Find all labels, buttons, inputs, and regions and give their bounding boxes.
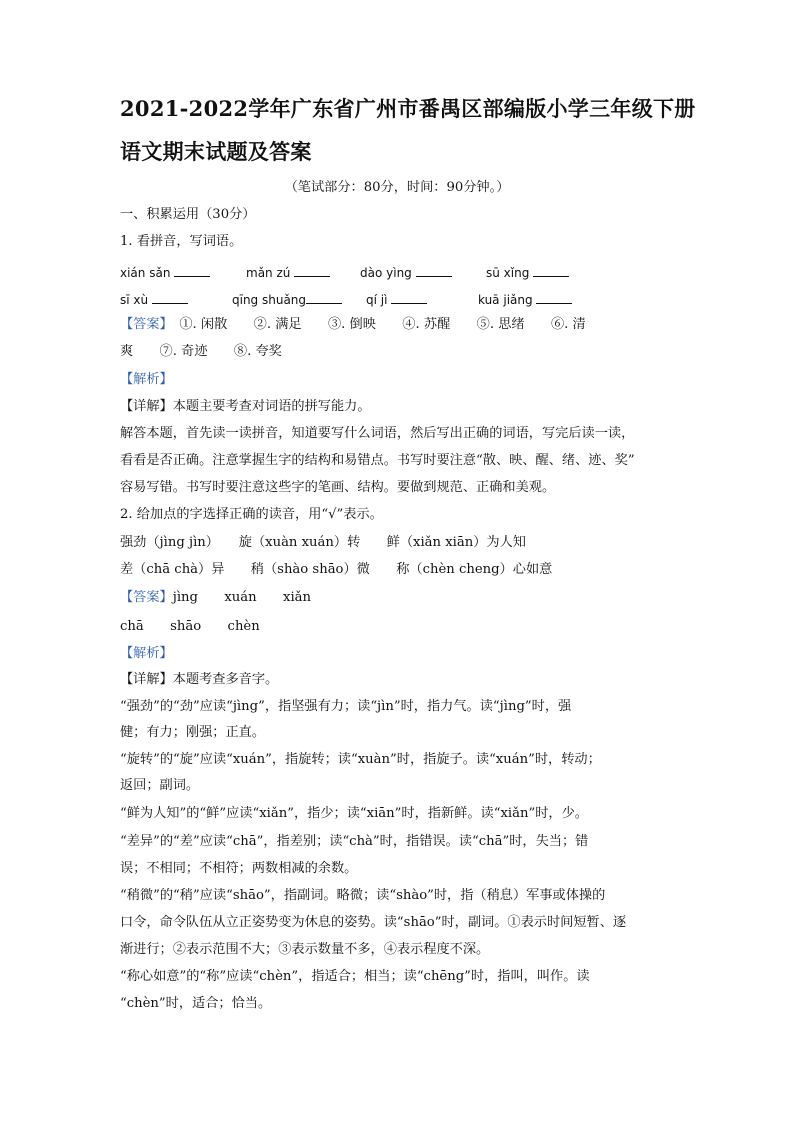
q1-para-1: 解答本题，首先读一读拼音，知道要写什么词语，然后写出正确的词语，写完后读一读， <box>120 426 635 441</box>
q2-detail <box>120 671 278 689</box>
pinyin-text: mǎn zú <box>246 266 291 280</box>
q1-prompt: 1. 看拼音，写词语。 <box>120 234 243 249</box>
pinyin-text: qí jì <box>366 293 388 307</box>
q2-explanation-line: “chèn”时，适合；恰当。 <box>120 996 272 1011</box>
answer-blank <box>391 291 427 304</box>
pinyin-text: kuā jiǎng <box>478 293 533 307</box>
answer-text: jìng xuán xiǎn <box>172 590 312 605</box>
answer-blank <box>533 264 569 277</box>
q2-explanation-line: “差异”的“差”应读“chā”，指差别；读“chà”时，指错误。读“chā”时，失当；错 <box>120 834 589 849</box>
document-title-line1: 2021-2022学年广东省广州市番禺区部编版小学三年级下册 <box>120 96 696 121</box>
pinyin-item <box>120 264 210 282</box>
q1-answer <box>120 316 586 334</box>
detail-tag: 【详解】 <box>120 672 173 687</box>
q2-explanation-line: 误；不相同；不相符；两数相减的余数。 <box>120 861 358 876</box>
analysis-tag: 【解析】 <box>120 646 173 661</box>
answer-blank <box>152 291 188 304</box>
answer-text: ①. 闲散 ②. 满足 ③. 倒映 ④. 苏醒 ⑤. 思绪 ⑥. 清 <box>179 317 586 332</box>
q2-explanation-line: “强劲”的“劲”应读“jìng”，指坚强有力；读“jìn”时，指力气。读“jìng”时，强 <box>120 699 572 714</box>
answer-tag: 【答案】 <box>120 317 167 332</box>
answer-blank <box>536 291 572 304</box>
answer-blank <box>416 264 452 277</box>
pinyin-item <box>246 264 330 282</box>
pinyin-text: dào yìng <box>360 266 412 280</box>
q2-answer <box>120 589 311 607</box>
q2-prompt: 2. 给加点的字选择正确的读音，用“√”表示。 <box>120 507 383 522</box>
section-heading: 一、积累运用（30分） <box>120 207 256 222</box>
detail-tag: 【详解】 <box>120 399 173 414</box>
pinyin-text: xián sǎn <box>120 266 171 280</box>
pinyin-item <box>120 291 188 309</box>
q1-para-3: 容易写错。书写时要注意这些字的笔画、结构。要做到规范、正确和美观。 <box>120 480 556 495</box>
detail-text: 本题考查多音字。 <box>172 672 279 687</box>
answer-blank <box>174 264 210 277</box>
pinyin-item <box>486 264 569 282</box>
q2-explanation-line: 口令，命令队伍从立正姿势变为休息的姿势。读“shāo”时，副词。①表示时间短暂、逐 <box>120 915 627 930</box>
pinyin-text: sī xù <box>120 293 149 307</box>
q2-explanation-line: 渐进行；②表示范围不大；③表示数量不多，④表示程度不深。 <box>120 942 490 957</box>
answer-blank <box>294 264 330 277</box>
answer-tag: 【答案】 <box>120 590 173 605</box>
pinyin-text: sū xǐng <box>486 266 530 280</box>
answer-blank <box>306 291 342 304</box>
q2-explanation-line: “旋转”的“旋”应读“xuán”，指旋转；读“xuàn”时，指旋子。读“xuán”时，转动； <box>120 752 601 767</box>
q1-detail <box>120 398 371 416</box>
detail-text: 本题主要考查对词语的拼写能力。 <box>172 399 371 414</box>
pinyin-item <box>232 291 342 309</box>
q2-answer-cont: chā shāo chèn <box>120 619 260 634</box>
q2-explanation-line: “鲜为人知”的“鲜”应读“xiǎn”，指少；读“xiān”时，指新鲜。读“xiǎn”时，少。 <box>120 806 588 821</box>
q2-explanation-line: “称心如意”的“称”应读“chèn”，指适合；相当；读“chēng”时，指叫，叫作。读 <box>120 969 590 984</box>
document-title-line2: 语文期末试题及答案 <box>120 139 312 164</box>
pinyin-item <box>478 291 572 309</box>
q2-explanation-line: 健；有力；刚强；正直。 <box>120 725 266 740</box>
q1-answer-cont: 爽 ⑦. 奇迹 ⑧. 夸奖 <box>120 344 282 359</box>
pinyin-item <box>366 291 427 309</box>
q2-explanation-line: “稍微”的“稍”应读“shāo”，指副词。略微；读“shào”时，指（稍息）军事或体操的 <box>120 888 606 903</box>
pinyin-item <box>360 264 452 282</box>
q1-para-2: 看看是否正确。注意掌握生字的结构和易错点。书写时要注意“散、映、醒、绪、迹、奖” <box>120 453 635 468</box>
analysis-tag: 【解析】 <box>120 372 173 387</box>
q2-explanation-line: 返回；副词。 <box>120 778 200 793</box>
q2-row-1: 强劲（jìng jìn） 旋（xuàn xuán）转 鲜（xiǎn xiān）为人知 <box>120 535 526 550</box>
pinyin-text: qīng shuǎng <box>232 293 307 307</box>
q2-row-2: 差（chā chà）异 稍（shào shāo）微 称（chèn cheng）心如意 <box>120 562 553 577</box>
exam-info: （笔试部分：80分，时间：90分钟。） <box>284 180 510 195</box>
